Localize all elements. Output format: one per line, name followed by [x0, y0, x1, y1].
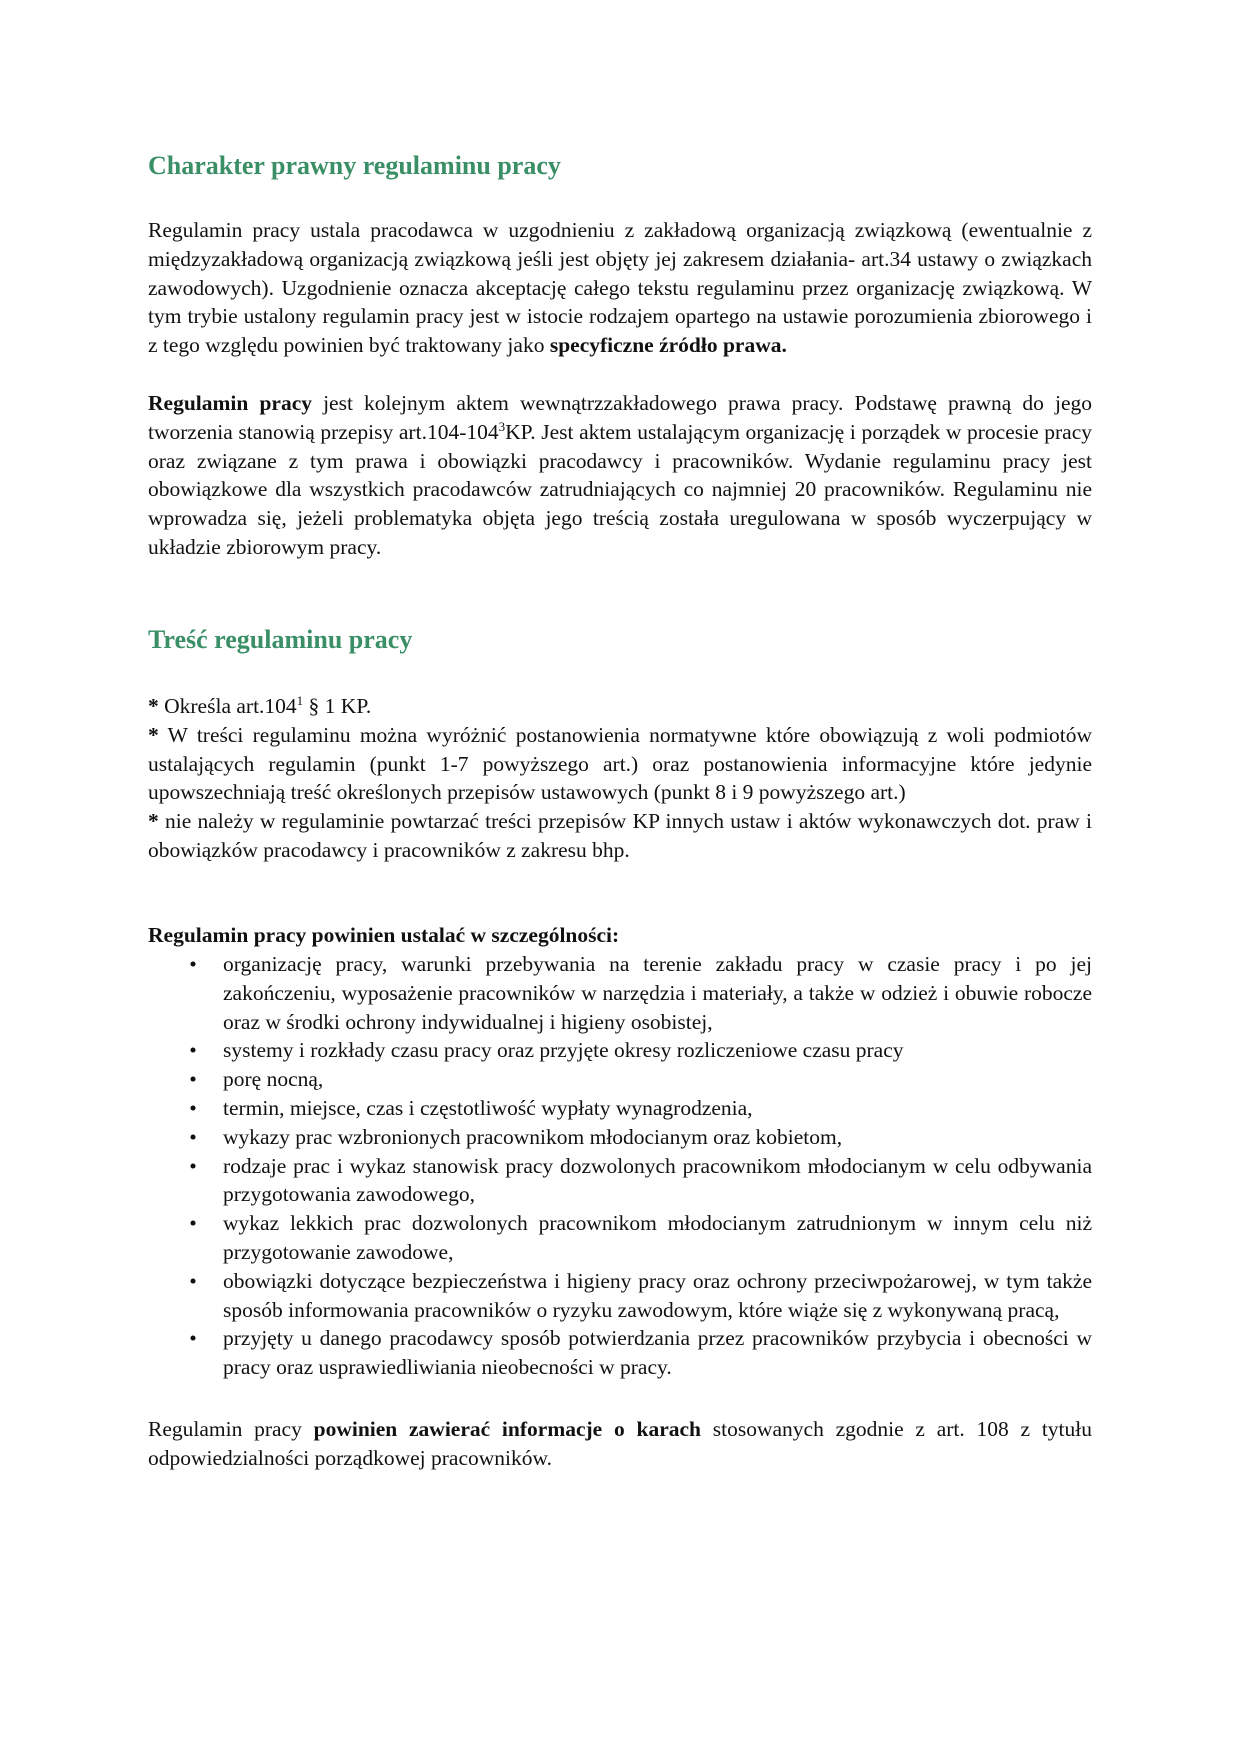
paragraph-text: stosowanych zgodnie z art. 108 z tytułu odpowiedzialności porządkowej pracowników. — [148, 1417, 1092, 1470]
paragraph-bold-text: powinien zawierać informacje o karach — [313, 1417, 701, 1441]
list-item — [189, 1324, 1092, 1382]
note-line-1 — [148, 692, 1092, 721]
list-item — [189, 1209, 1092, 1267]
bullet-icon: • — [189, 952, 197, 976]
bullet-icon: • — [189, 1153, 197, 1178]
note-line-2 — [148, 721, 1092, 807]
section-heading-tresc: Treść regulaminu pracy — [148, 625, 413, 654]
list-heading — [148, 921, 1092, 950]
paragraph-kary — [148, 1415, 1092, 1473]
paragraph-text: KP. Jest aktem ustalającym organizację i porządek w procesie pracy oraz związane z tym prawa i obowiązki pracodawcy i pracowników. Wydanie regulaminu pracy jest obowiązkowe dla wszystkich pracodawców zatrudniających co najmniej 20 pracowników. Regulaminu nie wprowadza się, jeżeli problematyka objęta jego treścią została uregulowana w sposób wyczerpujący w układzie zbiorowym pracy. — [148, 419, 1092, 559]
paragraph-bold-text: specyficzne źródło prawa. — [549, 333, 787, 358]
list-item-text: wykazy prac wzbronionych pracownikom młodocianym oraz kobietom, — [223, 1124, 843, 1149]
list-item-text: rodzaje prac i wykaz stanowisk pracy dozwolonych pracownikom młodocianym w celu odbywania przygotowania zawodowego, — [223, 1153, 1092, 1207]
list-item — [189, 1123, 1092, 1152]
bullet-icon: • — [189, 1067, 197, 1092]
bullet-icon: • — [189, 1326, 197, 1351]
list-item — [189, 1065, 1092, 1094]
superscript: 1 — [296, 693, 304, 708]
section-heading-charakter: Charakter prawny regulaminu pracy — [148, 151, 561, 180]
list-item-text: termin, miejsce, czas i częstotliwość wypłaty wynagrodzenia, — [223, 1095, 753, 1120]
list-item-text: porę nocną, — [223, 1067, 324, 1092]
requirements-list — [148, 950, 1092, 1382]
list-item — [189, 1036, 1092, 1065]
paragraph-charakter — [148, 216, 1092, 360]
paragraph-bold-text: Regulamin pracy — [148, 391, 312, 415]
superscript: 3 — [498, 418, 506, 434]
list-item-text: organizację pracy, warunki przebywania na terenie zakładu pracy w czasie pracy i po jej zakończeniu, wyposażenie pracowników w narzędzia i materiały, a także w odzież i obuwie robocze oraz w środki ochrony indywidualnej i higieny osobistej, — [223, 952, 1092, 1034]
list-item — [189, 1267, 1092, 1325]
bullet-icon: • — [189, 1038, 197, 1063]
paragraph-text: jest kolejnym aktem wewnątrzzakładowego prawa pracy. Podstawę prawną do jego tworzenia stanowią przepisy art.104-104 — [148, 391, 1092, 444]
list-item — [189, 1152, 1092, 1210]
list-item-text: systemy i rozkłady czasu pracy oraz przyjęte okresy rozliczeniowe czasu pracy — [223, 1038, 904, 1063]
bullet-icon: • — [189, 1211, 197, 1236]
asterisk: * — [148, 809, 159, 834]
asterisk: * — [148, 722, 159, 747]
paragraph-regulamin — [148, 389, 1092, 562]
note-text: § 1 KP. — [303, 694, 372, 718]
paragraph-text: Regulamin pracy — [148, 1417, 314, 1441]
list-item-text: wykaz lekkich prac dozwolonych pracownikom młodocianym zatrudnionym w innym celu niż przygotowanie zawodowe, — [223, 1211, 1092, 1264]
bullet-icon: • — [189, 1095, 197, 1120]
paragraph-tresc — [148, 692, 1092, 865]
bullet-icon: • — [189, 1268, 197, 1293]
note-line-3 — [148, 807, 1092, 865]
note-text: W treści regulaminu można wyróżnić postanowienia normatywne które obowiązują z woli podmiotów ustalających regulamin (punkt 1-7 powyższego art.) oraz postanowienia informacyjne które jedynie upowszechniają treść określonych przepisów ustawowych (punkt 8 i 9 powyższego art.) — [148, 722, 1092, 805]
list-item-text: obowiązki dotyczące bezpieczeństwa i higieny pracy oraz ochrony przeciwpożarowej, w tym także sposób informowania pracowników o ryzyku zawodowym, które wiąże się z wykonywaną pracą, — [223, 1268, 1092, 1322]
asterisk: * — [148, 694, 159, 718]
list-item — [189, 1094, 1092, 1123]
note-text: nie należy w regulaminie powtarzać treści przepisów KP innych ustaw i aktów wykonawczych dot. praw i obowiązków pracodawcy i pracowników z zakresu bhp. — [148, 809, 1092, 862]
bullet-icon: • — [189, 1124, 197, 1149]
list-item-text: przyjęty u danego pracodawcy sposób potwierdzania przez pracowników przybycia i obecności w pracy oraz usprawiedliwiania nieobecności w pracy. — [223, 1326, 1092, 1380]
note-text: Określa art.104 — [158, 694, 297, 718]
list-item — [189, 950, 1092, 1036]
list-heading-text: Regulamin pracy powinien ustalać w szczególności: — [148, 923, 620, 947]
paragraph-text: Regulamin pracy ustala pracodawca w uzgodnieniu z zakładową organizacją związkową (ewentualnie z międzyzakładową organizacją związkową jeśli jest objęty jej zakresem działania- art.34 ustawy o związkach zawodowych). Uzgodnienie oznacza akceptację całego tekstu regulaminu przez organizację związkową. W tym trybie ustalony regulamin pracy jest w istocie rodzajem opartego na ustawie porozumienia zbiorowego i z tego względu powinien być traktowany jako — [148, 218, 1092, 358]
